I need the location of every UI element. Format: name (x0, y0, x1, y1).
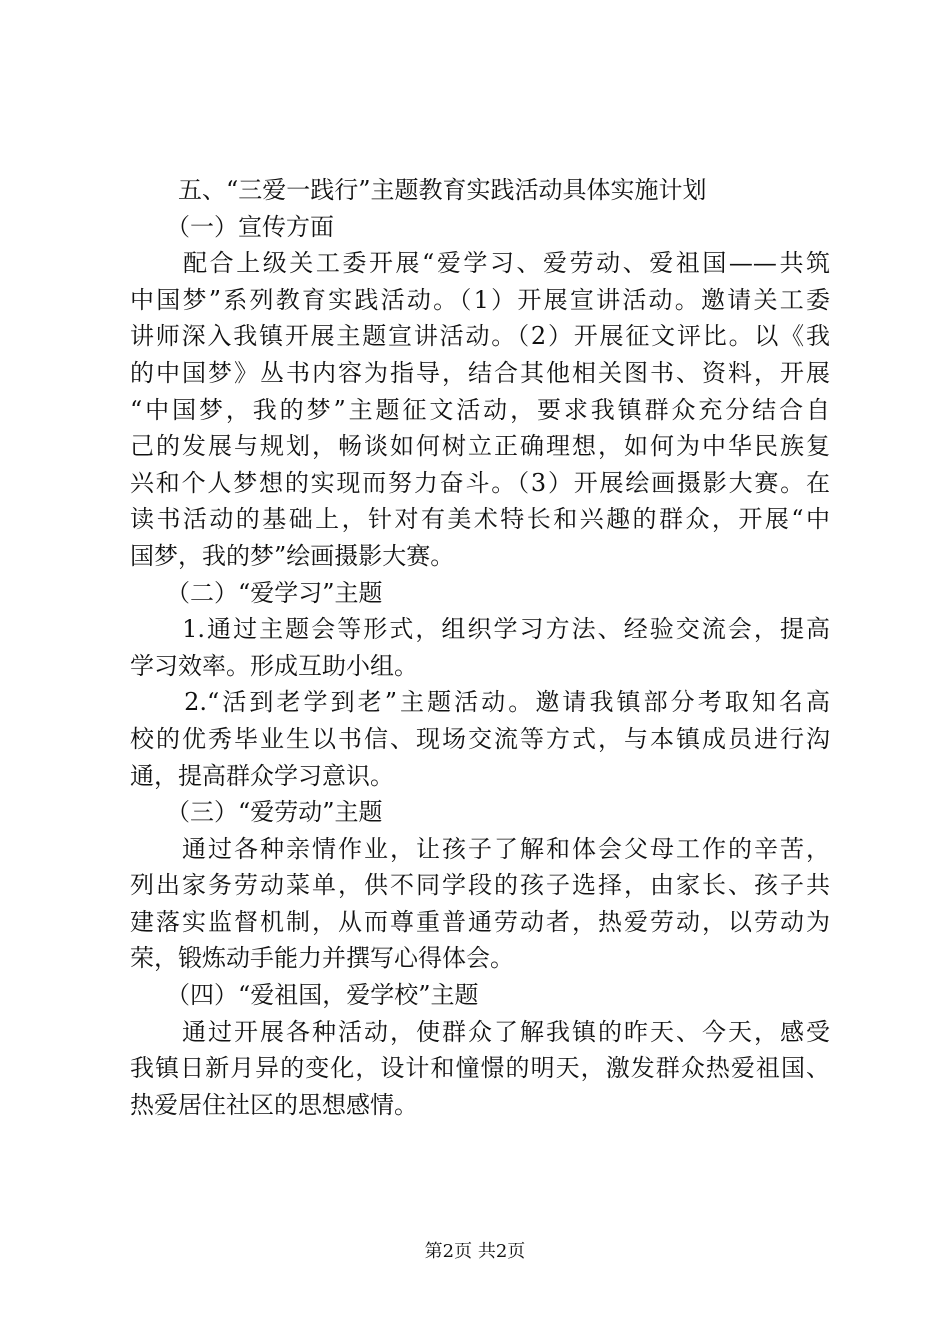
text-line: 建落实监督机制，从而尊重普通劳动者，热爱劳动，以劳动为 (130, 907, 830, 936)
text-line: 学习效率。形成互助小组。 (130, 651, 418, 680)
text-line: 热爱居住社区的思想感情。 (130, 1090, 418, 1119)
document-body (130, 172, 830, 1123)
text-line: 2.“活到老学到老”主题活动。邀请我镇部分考取知名高 (130, 688, 830, 717)
text-line: 我镇日新月异的变化，设计和憧憬的明天，激发群众热爱祖国、 (130, 1054, 830, 1083)
text-line: 列出家务劳动菜单，供不同学段的孩子选择，由家长、孩子共 (130, 871, 830, 900)
text-line: （二）“爱学习”主题 (130, 578, 383, 607)
text-line: 通，提高群众学习意识。 (130, 761, 394, 790)
text-line: 荣，锻炼动手能力并撰写心得体会。 (130, 944, 514, 973)
text-line: 通过开展各种活动，使群众了解我镇的昨天、今天，感受 (130, 1017, 830, 1046)
text-line: “中国梦，我的梦”主题征文活动，要求我镇群众充分结合自 (130, 395, 830, 424)
text-line: 讲师深入我镇开展主题宣讲活动。（2）开展征文评比。以《我 (130, 322, 830, 351)
text-line: （四）“爱祖国，爱学校”主题 (130, 981, 479, 1010)
text-line: 校的优秀毕业生以书信、现场交流等方式，与本镇成员进行沟 (130, 724, 830, 753)
text-line: 1.通过主题会等形式，组织学习方法、经验交流会，提高 (130, 615, 830, 644)
text-line: 五、“三爱一践行”主题教育实践活动具体实施计划 (130, 176, 707, 204)
text-line: 的中国梦》丛书内容为指导，结合其他相关图书、资料，开展 (130, 358, 830, 387)
text-line: （三）“爱劳动”主题 (130, 798, 383, 827)
text-line: 读书活动的基础上，针对有美术特长和兴趣的群众，开展“中 (130, 505, 830, 534)
text-line: 兴和个人梦想的实现而努力奋斗。（3）开展绘画摄影大赛。在 (130, 468, 830, 497)
text-line: 通过各种亲情作业，让孩子了解和体会父母工作的辛苦， (130, 834, 830, 863)
page-footer: 第2页 共2页 (424, 1241, 526, 1262)
text-line: 中国梦”系列教育实践活动。（1）开展宣讲活动。邀请关工委 (130, 285, 830, 314)
text-line: 国梦，我的梦”绘画摄影大赛。 (130, 541, 455, 570)
text-line: （一）宣传方面 (130, 212, 334, 241)
text-line: 配合上级关工委开展“爱学习、爱劳动、爱祖国——共筑 (130, 249, 830, 278)
text-line: 己的发展与规划，畅谈如何树立正确理想，如何为中华民族复 (130, 432, 830, 461)
